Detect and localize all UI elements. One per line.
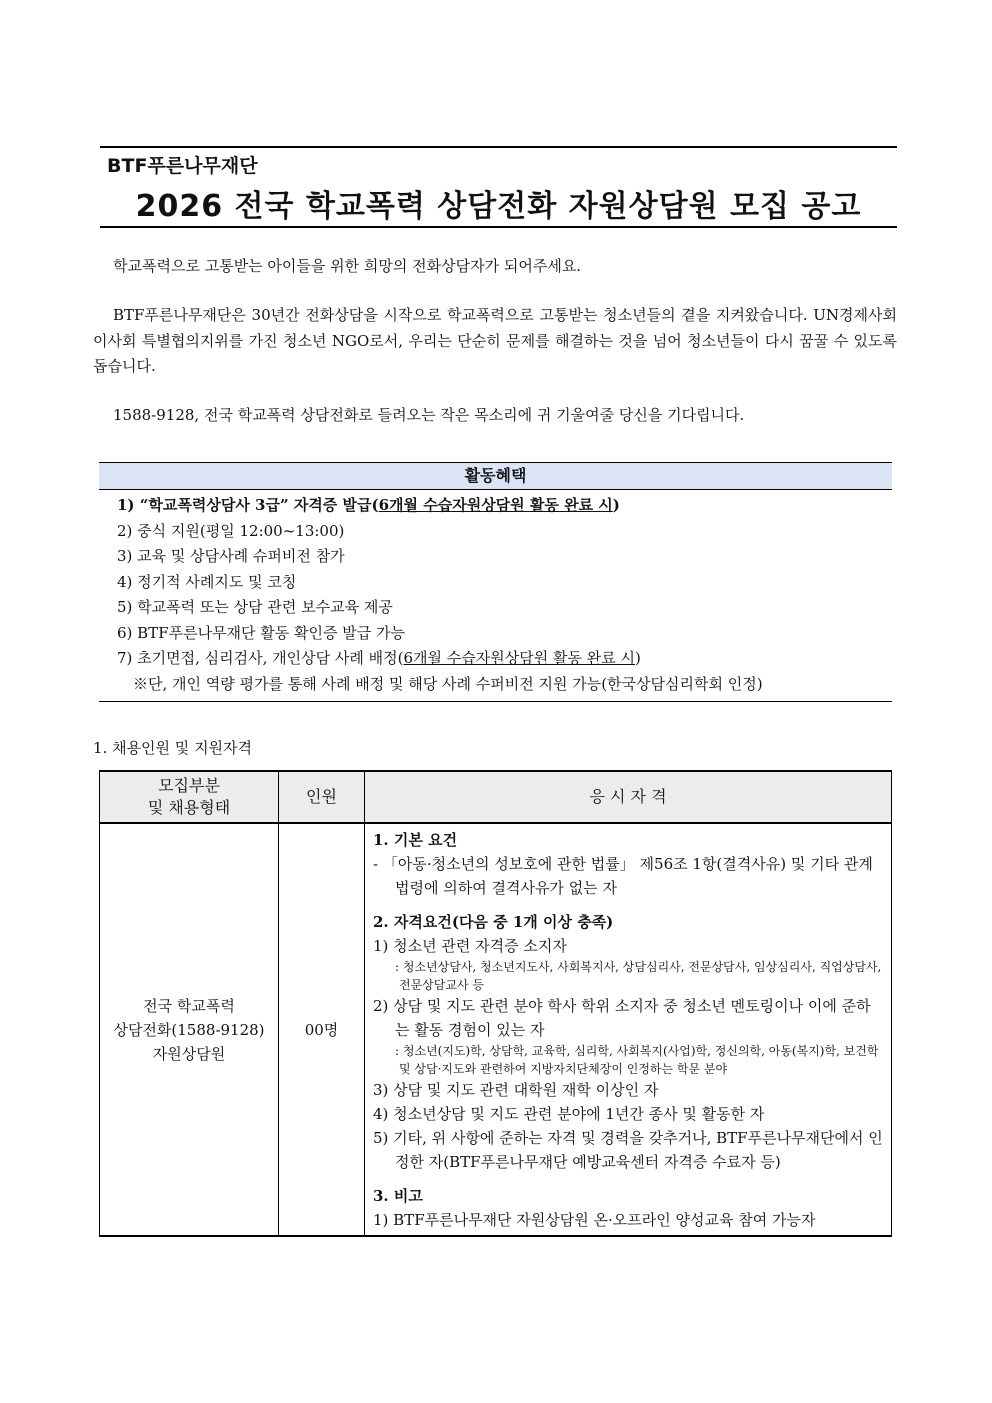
benefit-item-1 [117,493,892,519]
position-line1: 전국 학교폭력 [143,996,235,1015]
intro-about [93,303,897,380]
cell-position [100,823,279,1236]
position-line2: 상담전화(1588-9128) [113,1020,265,1039]
benefit-item-7-text: 7) 초기면접, 심리검사, 개인상담 사례 배정( [117,649,404,667]
benefit-item-1-condition: 6개월 수습자원상담원 활동 완료 시 [378,496,613,514]
header-position-line2: 및 채용형태 [147,798,231,817]
benefits-box [99,462,892,702]
basic-requirements-text: - 「아동·청소년의 성보호에 관한 법률」 제56조 1항(결격사유) 및 기타 관계법령에 의하여 결격사유가 없는 자 [373,855,873,897]
benefit-item-7-condition: 6개월 수습자원상담원 활동 완료 시 [403,649,635,667]
cell-headcount: 00명 [279,823,365,1236]
organization-name: BTF푸른나무재단 [107,155,258,177]
benefit-item-1-end: ) [612,496,620,514]
benefit-item-5: 5) 학교폭력 또는 상담 관련 보수교육 제공 [117,598,393,616]
header-headcount: 인원 [279,771,365,823]
benefit-item-6: 6) BTF푸른나무재단 활동 확인증 발급 가능 [117,623,406,642]
qualification-4: 4) 청소년상담 및 지도 관련 분야에 1년간 종사 및 활동한 자 [373,1105,765,1123]
benefit-note: ※단, 개인 역량 평가를 통해 사례 배정 및 해당 사례 수퍼비전 지원 가능(한국상담심리학회 인정) [133,674,763,693]
position-line3: 자원상담원 [152,1044,226,1063]
intro-closing [93,403,897,429]
benefits-list [99,490,892,701]
intro-closing-text: 1588-9128, 전국 학교폭력 상담전화로 들려오는 작은 목소리에 귀 기울여줄 당신을 기다립니다. [113,406,745,424]
qualifications-title: 2. 자격요건(다음 중 1개 이상 충족) [373,913,614,931]
benefit-item-1-text: 1) “학교폭력상담사 3급” 자격증 발급( [117,496,379,514]
intro-lead-text: 학교폭력으로 고통받는 아이들을 위한 희망의 전화상담자가 되어주세요. [113,257,582,275]
header-position-line1: 모집부분 [158,776,220,795]
benefit-item-7-end: ) [634,649,641,667]
qualification-3: 3) 상담 및 지도 관련 대학원 재학 이상인 자 [373,1081,659,1099]
qualification-1-detail: : 청소년상담사, 청소년지도사, 사회복지사, 상담심리사, 전문상담사, 임상심리사, 직업상담사, 전문상담교사 등 [395,960,882,992]
page-title: 2026 전국 학교폭력 상담전화 자원상담원 모집 공고 [135,189,862,224]
qualification-5: 5) 기타, 위 사항에 준하는 자격 및 경력을 갖추거나, BTF푸른나무재단에서 인정한 자(BTF푸른나무재단 예방교육센터 자격증 수료자 등) [373,1129,883,1171]
requirements-table [99,770,892,1237]
header-position [100,771,279,823]
remarks-title: 3. 비고 [373,1187,423,1205]
benefits-heading: 활동혜택 [99,463,892,490]
header-top-rule [100,146,897,148]
basic-requirements-title: 1. 기본 요건 [373,831,458,849]
qualification-2: 2) 상담 및 지도 관련 분야 학사 학위 소지자 중 청소년 멘토링이나 이에 준하는 활동 경험이 있는 자 [373,997,871,1039]
table-header-row [100,771,892,823]
benefit-item-4: 4) 정기적 사례지도 및 코칭 [117,572,297,591]
header-bottom-rule [100,226,897,228]
benefit-item-2: 2) 중식 지원(평일 12:00~13:00) [117,521,345,540]
qualification-1: 1) 청소년 관련 자격증 소지자 [373,937,567,955]
header-qualifications: 응 시 자 격 [365,771,892,823]
qualification-2-detail: : 청소년(지도)학, 상담학, 교육학, 심리학, 사회복지(사업)학, 정신의학, 아동(복지)학, 보건학 및 상담·지도와 관련하여 지방자치단체장이 인정하는 학문 분야 [395,1044,879,1076]
cell-qualifications [365,823,892,1236]
intro-about-text: BTF푸른나무재단은 30년간 전화상담을 시작으로 학교폭력으로 고통받는 청소년들의 곁을 지켜왔습니다. UN경제사회이사회 특별협의지위를 가진 청소년 NGO로서, 우리는 단순히 문제를 해결하는 것을 넘어 청소년들이 다시 꿈꿀 수 있도록 돕습니다. [93,306,897,375]
section-1-title: 1. 채용인원 및 지원자격 [93,739,253,757]
intro-lead [93,254,897,280]
table-row [100,823,892,1236]
remark-1: 1) BTF푸른나무재단 자원상담원 온·오프라인 양성교육 참여 가능자 [373,1211,816,1229]
benefit-item-3: 3) 교육 및 상담사례 슈퍼비전 참가 [117,547,345,565]
benefit-item-7 [117,646,892,672]
